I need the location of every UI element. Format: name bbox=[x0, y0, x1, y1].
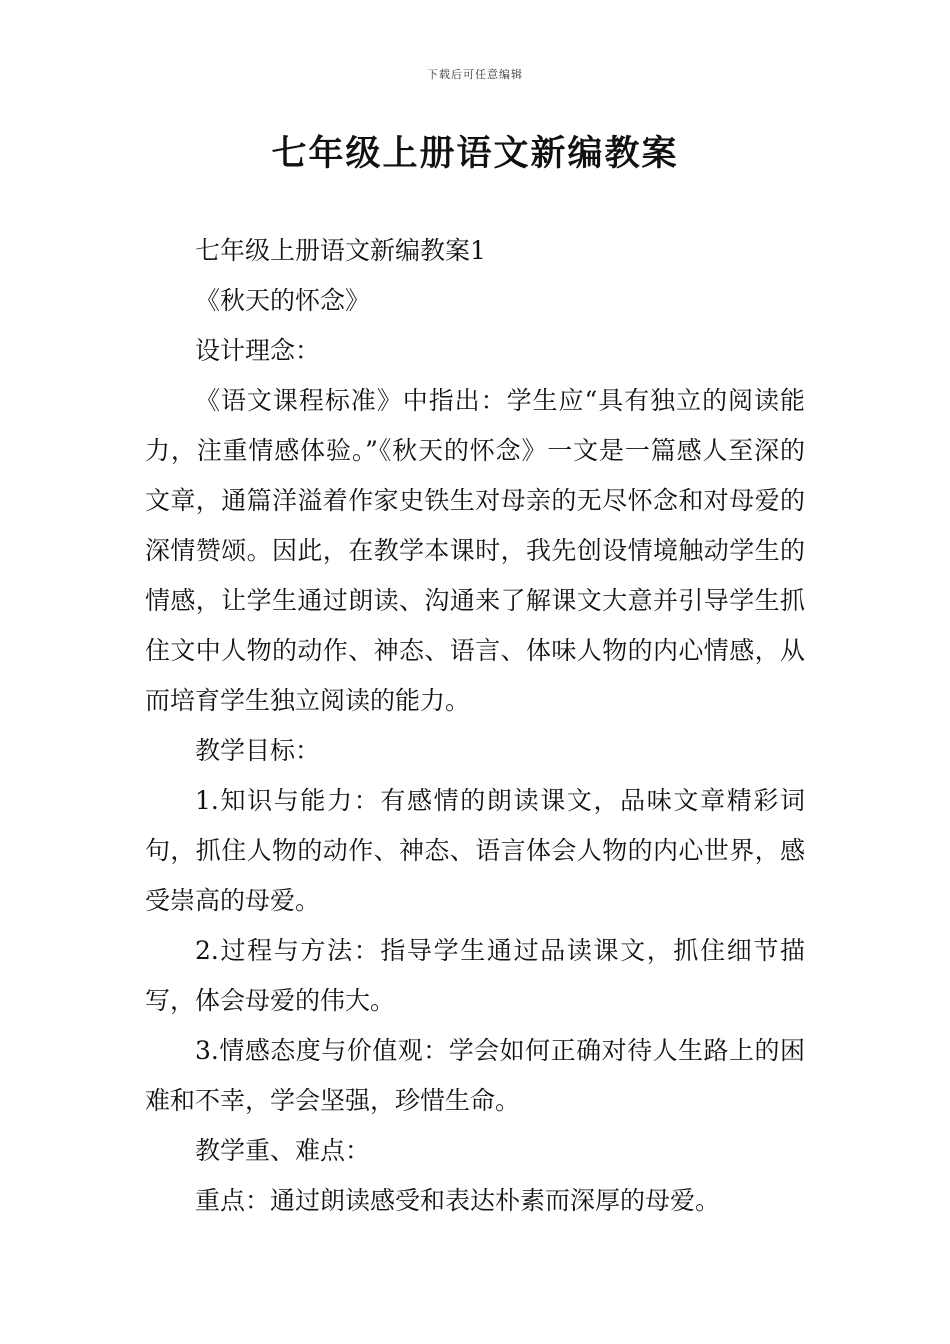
goal-knowledge-ability: 1.知识与能力：有感情的朗读课文，品味文章精彩词句，抓住人物的动作、神态、语言体会人物的内心世界，感受崇高的母爱。 bbox=[145, 786, 805, 915]
lesson-heading: 七年级上册语文新编教案1 bbox=[195, 236, 486, 265]
goal-process-method: 2.过程与方法：指导学生通过品读课文，抓住细节描写，体会母爱的伟大。 bbox=[145, 936, 805, 1015]
key-point-paragraph: 重点：通过朗读感受和表达朴素而深厚的母爱。 bbox=[195, 1186, 721, 1215]
header-note: 下载后可任意编辑 bbox=[427, 68, 523, 81]
lesson-title: 《秋天的怀念》 bbox=[195, 286, 371, 315]
goal-emotion-values: 3.情感态度与价值观：学会如何正确对待人生路上的困难和不幸，学会坚强，珍惜生命。 bbox=[145, 1036, 805, 1115]
design-concept-heading: 设计理念： bbox=[195, 336, 321, 365]
document-title: 七年级上册语文新编教案 bbox=[271, 134, 679, 174]
design-concept-paragraph: 《语文课程标准》中指出：学生应“具有独立的阅读能力，注重情感体验。”《秋天的怀念》一文是一篇感人至深的文章，通篇洋溢着作家史铁生对母亲的无尽怀念和对母爱的深情赞颂。因此，在教学本课时，我先创设情境触动学生的情感，让学生通过朗读、沟通来了解课文大意并引导学生抓住文中人物的动作、神态、语言、体味人物的内心情感，从而培育学生独立阅读的能力。 bbox=[145, 386, 805, 715]
teaching-goals-heading: 教学目标： bbox=[195, 736, 321, 765]
document-body bbox=[145, 226, 805, 1226]
key-difficult-points-heading: 教学重、难点： bbox=[195, 1136, 371, 1165]
